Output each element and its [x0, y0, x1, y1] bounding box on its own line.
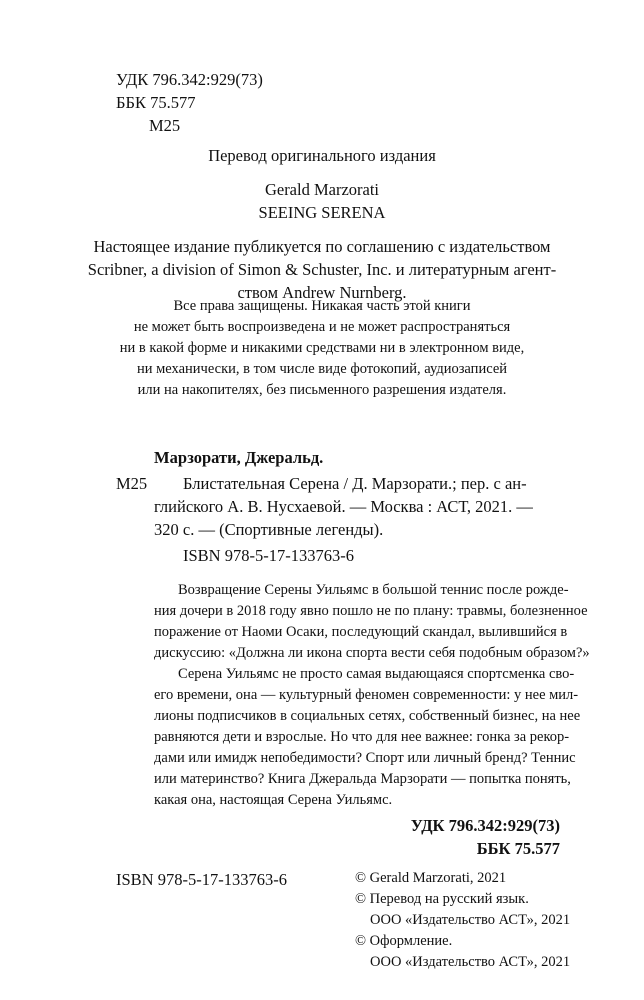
annotation-bbk: ББК 75.577: [476, 839, 560, 858]
annotation-line: дами или имидж непобедимости? Спорт или личный бренд? Теннис: [154, 750, 576, 766]
copyright-line: © Gerald Marzorati, 2021: [355, 870, 507, 886]
annotation-line: Возвращение Серены Уильямс в большой теннис после рожде-: [178, 582, 569, 598]
catalog-isbn: ISBN 978-5-17-133763-6: [183, 546, 354, 565]
catalog-heading: Марзорати, Джеральд.: [154, 448, 324, 467]
annotation-udk: УДК 796.342:929(73): [410, 816, 560, 835]
original-title: SEEING SERENA: [258, 203, 386, 222]
copyright-line: ООО «Издательство АСТ», 2021: [370, 912, 571, 928]
copyright-line: ООО «Издательство АСТ», 2021: [370, 954, 571, 970]
catalog-line: Блистательная Серена / Д. Марзорати.; пер. с ан-: [183, 474, 527, 493]
annotation-line: дискуссию: «Должна ли икона спорта вести себя подобным образом?»: [154, 645, 590, 661]
annotation-line: лионы подписчиков в социальных сетях, собственный бизнес, на нее: [154, 708, 581, 724]
annotation-line: равняются дети и взрослые. Но что для нее важнее: гонка за рекор-: [154, 729, 570, 745]
catalog-line: глийского А. В. Нусхаевой. — Москва : АСТ, 2021. —: [154, 497, 533, 516]
rights-line: ни механически, в том числе виде фотокопий, аудиозаписей: [136, 361, 508, 377]
udk-code: УДК 796.342:929(73): [116, 70, 263, 89]
annotation-line: поражение от Наоми Осаки, последующий скандал, вылившийся в: [154, 624, 568, 640]
notice-line: Scribner, a division of Simon & Schuster, Inc. и литературным агент-: [87, 260, 557, 279]
original-author: Gerald Marzorati: [264, 180, 380, 199]
annotation-line: его времени, она — культурный феномен современности: у нее мил-: [154, 687, 579, 703]
footer-isbn: ISBN 978-5-17-133763-6: [116, 870, 287, 889]
annotation-line: Серена Уильямс не просто самая выдающаяся спортсменка сво-: [178, 666, 575, 682]
catalog-mark: М25: [116, 474, 148, 493]
notice-line: Настоящее издание публикуется по соглашению с издательством: [93, 237, 551, 256]
copyright-line: © Перевод на русский язык.: [355, 891, 529, 907]
catalog-line: 320 с. — (Спортивные легенды).: [154, 520, 384, 539]
annotation-line: или материнство? Книга Джеральда Марзорати — попытка понять,: [154, 771, 571, 787]
rights-line: ни в какой форме и никакими средствами ни в электронном виде,: [119, 340, 525, 356]
annotation-line: какая она, настоящая Серена Уильямс.: [154, 792, 393, 808]
annotation-line: ния дочери в 2018 году явно пошло не по плану: травмы, болезненное: [154, 603, 588, 619]
copyright-line: © Оформление.: [355, 933, 453, 949]
notice-line: ством Andrew Nurnberg.: [237, 283, 407, 302]
rights-line: или на накопителях, без письменного разрешения издателя.: [137, 382, 507, 398]
bbk-code: ББК 75.577: [116, 93, 196, 112]
original-edition-heading: Перевод оригинального издания: [208, 146, 436, 165]
rights-line: не может быть воспроизведена и не может распространяться: [133, 319, 511, 335]
author-mark: М25: [149, 116, 181, 135]
rights-line: Все права защищены. Никакая часть этой книги: [173, 298, 471, 314]
